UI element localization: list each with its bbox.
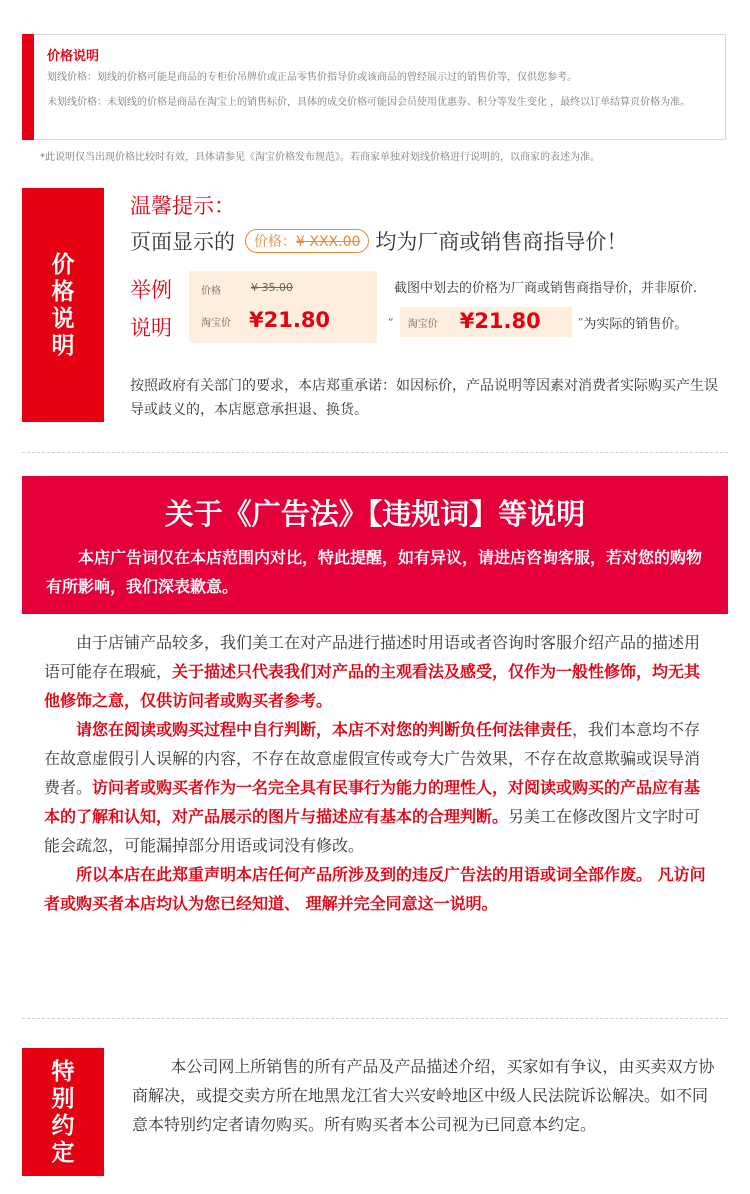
- p2-normal-b: ，我们本意均不存在故意虚假引人误解的内容，不存在故意虚假宣传或夸大广告效果，不存在故意欺骗或误导消费者。: [44, 720, 701, 797]
- pill-label: 价格：: [254, 234, 296, 250]
- quote-close: ”: [577, 315, 584, 329]
- price-tip-label: 价格说明: [22, 188, 104, 422]
- article-paragraph-2: [44, 715, 710, 860]
- example-price-card: [189, 271, 377, 343]
- price-box-title: 价格说明: [47, 49, 100, 64]
- store-promise: 按照政府有关部门的要求，本店郑重承诺：如因标价，产品说明等因素对消费者实际购买产生误导或歧义的，本店愿意承担退、换货。: [130, 378, 718, 418]
- quote-open: “: [388, 315, 394, 329]
- ad-law-desc: 本店广告词仅在本店范围内对比，特此提醒，如有异议，请进店咨询客服，若对您的购物有所影响，我们深表歉意。: [46, 548, 703, 596]
- card-taobao-key: 淘宝价: [201, 318, 231, 329]
- p2-normal-d: 另美工在修改图片文字时可能会疏忽，可能漏掉部分用语或词没有修改。: [44, 807, 701, 855]
- tip-line-suffix: 均为厂商或销售商指导价！: [375, 230, 628, 254]
- price-footnote: *此说明仅当出现价格比较时有效，具体请参见《淘宝价格发布规范》。若商家单独对划线价格进行说明的，以商家的表述为准。: [40, 152, 600, 163]
- pill-value: ¥ XXX.00: [296, 234, 361, 250]
- p2-highlight-a: 请您在阅读或购买过程中自行判断，本店不对您的判断负任何法律责任: [76, 720, 573, 739]
- p3-highlight: 所以本店在此郑重声明本店任何产品所涉及到的违反广告法的用语或词全部作废。 凡访问者或购买者本店均认为您已经知道、 理解并完全同意这一说明。: [44, 865, 706, 913]
- p1-normal: 由于店铺产品较多，我们美工在对产品进行描述时用语或者咨询时客服介绍产品的描述用语可能存在瑕疵，: [44, 633, 701, 681]
- price-explanation-box: [22, 34, 726, 140]
- example-label-2: 说明: [130, 316, 172, 340]
- article-paragraph-3: [44, 860, 710, 918]
- quote-price-chip: [400, 307, 572, 337]
- tip-title: 温馨提示：: [130, 194, 235, 218]
- card-price-strike: ¥ 35.00: [251, 281, 293, 294]
- tip-line: [130, 226, 627, 256]
- special-agreement-label: 特别约定: [22, 1048, 104, 1176]
- card-price-key: 价格: [201, 286, 221, 297]
- example-label-1: 举例: [130, 278, 172, 302]
- unstruck-price-note: 未划线价格：未划线的价格是商品在淘宝上的销售标价，具体的成交价格可能因会员使用优惠券、积分等发生变化 ，最终以订单结算页价格为准。: [47, 97, 691, 108]
- quote-value: ¥21.80: [459, 309, 541, 333]
- special-agreement-text: 本公司网上所销售的所有产品及产品描述介绍，买家如有争议，由买卖双方协商解决，或提交卖方所在地黑龙江省大兴安岭地区中级人民法院诉讼解决。如不同意本特别约定者请勿购买。所有购买者本公司视为已同意本约定。: [132, 1057, 715, 1134]
- tip-line-prefix: 页面显示的: [130, 230, 235, 254]
- ad-law-title: 关于《广告法》【违规词】等说明: [164, 497, 586, 531]
- article-paragraph-1: [44, 628, 710, 715]
- card-taobao-price: ¥21.80: [249, 308, 331, 332]
- p2-highlight-c: 访问者或购买者作为一名完全具有民事行为能力的理性人，对阅读或购买的产品应有基本的了解和认知，对产品展示的图片与描述应有基本的合理判断。: [44, 778, 701, 826]
- accent-bar: [22, 34, 34, 140]
- p1-highlight: 关于描述只代表我们对产品的主观看法及感受，仅作为一般性修饰，均无其他修饰之意，仅供访问者或购买者参考。: [44, 662, 701, 710]
- ad-law-banner: [22, 476, 728, 614]
- strikethrough-price-note: 划线价格：划线的价格可能是商品的专柜价吊牌价或正品零售价指导价或该商品的曾经展示过的销售价等，仅供您参考。: [47, 72, 577, 83]
- ad-law-article: [44, 628, 710, 918]
- example-note-1: 截图中划去的价格为厂商或销售商指导价，并非原价.: [394, 281, 698, 296]
- divider: [22, 1018, 728, 1019]
- example-note-2: 为实际的销售价。: [583, 316, 688, 332]
- quote-key: 淘宝价: [407, 319, 438, 330]
- divider: [22, 452, 728, 453]
- price-pill: [245, 229, 369, 253]
- example-quote-row: [388, 307, 687, 337]
